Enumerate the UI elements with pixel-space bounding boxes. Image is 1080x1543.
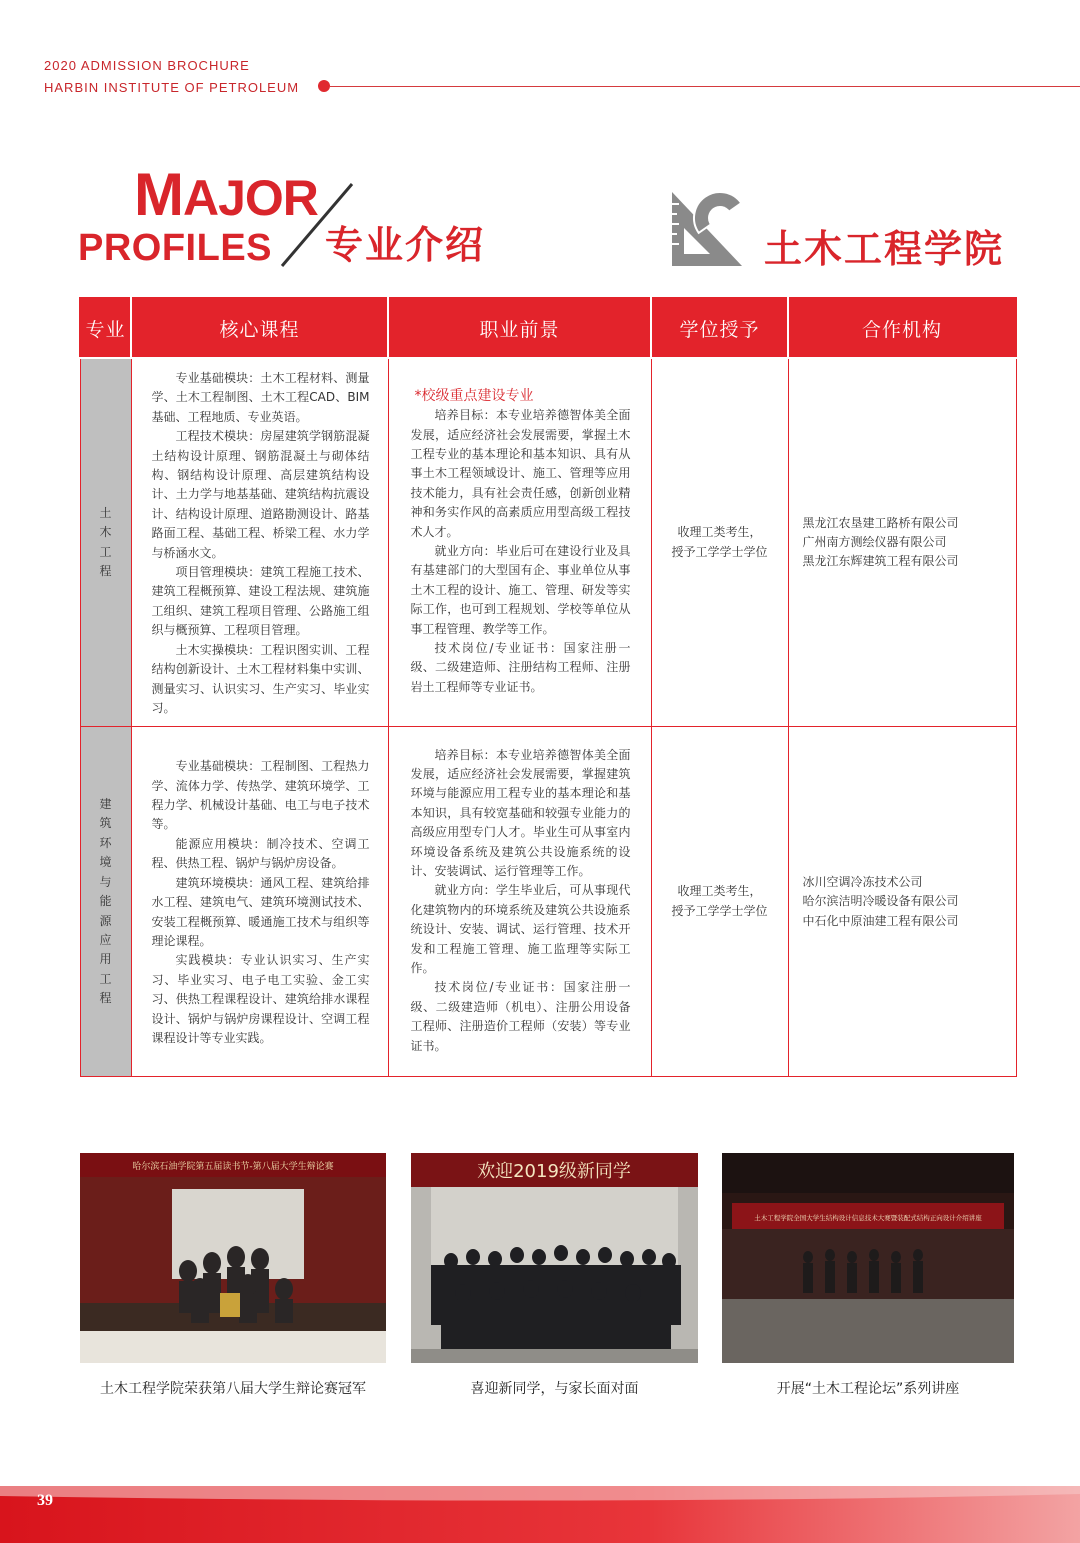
course-module: 土木实操模块：工程识图实训、工程结构创新设计、土木工程材料集中实训、测量实习、认识实习、生产实习、毕业实习。: [151, 642, 370, 715]
debate-banner: 哈尔滨石油学院第五届读书节-第八届大学生辩论赛: [132, 1162, 334, 1172]
page-number: 39: [37, 1492, 53, 1509]
section-title: 专业介绍: [325, 223, 486, 267]
partner-item: 哈尔滨洁明冷暖设备有限公司: [802, 894, 959, 909]
college-name: 土木工程学院: [764, 227, 1005, 271]
course-module: 工程技术模块：房屋建筑学钢筋混凝土结构设计原理、钢筋混凝土与砌体结构、钢结构设计原理、高层建筑结构设计、土力学与地基基础、建筑结构抗震设计、结构设计原理、道路勘测设计、路基路面工程、基础工程、桥梁工程、水力学与桥涵水文。: [151, 429, 370, 560]
prospect-paragraph: 培养目标：本专业培养德智体美全面发展，适应经济社会发展需要，掌握建筑环境与能源应用工程专业的基本理论和基本知识，具有较宽基础和较强专业能力的高级应用型专门人才。毕业生可从事室内环境设备系统及建筑公共设施系统的设计、安装调试、运行管理等工作。: [410, 747, 631, 878]
header-degree: 学位授予: [651, 298, 788, 358]
major-rest: AJOR: [182, 170, 318, 226]
course-module: 实践模块：专业认识实习、生产实习、毕业实习、电子电工实验、金工实习、供热工程课程设计、建筑给排水课程设计、锅炉与锅炉房课程设计、空调工程课程设计等专业实践。: [151, 953, 370, 1045]
table-header-row: [80, 298, 1016, 358]
header-partners: 合作机构: [788, 298, 1016, 358]
welcome-banner: 欢迎2019级新同学: [477, 1161, 631, 1182]
photo-debate-champion: [80, 1153, 386, 1363]
major-initial: M: [134, 161, 183, 228]
footer-band: [0, 1486, 1080, 1543]
course-module: 建筑环境模块：通风工程、建筑给排水工程、建筑电气、建筑环境测试技术、安装工程概预算、暖通施工技术与组织等理论课程。: [151, 875, 370, 948]
degree-awarded: 收理工类考生， 授予工学学士学位: [651, 358, 788, 727]
photo-forum-lecture: [722, 1153, 1014, 1363]
prospect-paragraph: 技术岗位/专业证书：国家注册一级、二级建造师（机电）、注册公用设备工程师、注册造价工程师（安装）等专业证书。: [410, 980, 631, 1053]
brochure-title: 2020 ADMISSION BROCHURE: [44, 58, 250, 73]
partner-list: [788, 358, 1016, 727]
photo-caption: 喜迎新同学，与家长面对面: [470, 1381, 639, 1397]
header-major: 专业: [80, 298, 131, 358]
major-name: 土木工程: [80, 358, 131, 727]
photo-caption: 土木工程学院荣获第八届大学生辩论赛冠军: [100, 1381, 366, 1397]
core-courses: [131, 358, 388, 727]
prospect-paragraph: 培养目标：本专业培养德智体美全面发展，适应经济社会发展需要，掌握土木工程专业的基本理论和基本知识、具有从事土木工程领域设计、施工、管理等应用技术能力，具有社会责任感，创新创业精神和务实作风的高素质应用型高级工程技术人才。: [410, 408, 631, 539]
partner-list: [788, 727, 1016, 1077]
major-name: 建筑环境与能源应用工程: [80, 727, 131, 1077]
majors-table: [79, 297, 1017, 1077]
career-prospects: [388, 358, 651, 727]
degree-awarded: 收理工类考生， 授予工学学士学位: [651, 727, 788, 1077]
ruler-protractor-icon: [668, 188, 746, 268]
institute-name: HARBIN INSTITUTE OF PETROLEUM: [44, 80, 300, 95]
partner-item: 中石化中原油建工程有限公司: [802, 913, 959, 928]
course-module: 能源应用模块：制冷技术、空调工程、供热工程、锅炉与锅炉房设备。: [151, 836, 370, 871]
header-career-prospects: 职业前景: [388, 298, 651, 358]
table-row: [80, 727, 1016, 1077]
core-courses: [131, 727, 388, 1077]
table-row: [80, 358, 1016, 727]
prospect-paragraph: 就业方向：学生毕业后，可从事现代化建筑物内的环境系统及建筑公共设施系统设计、安装、调试、运行管理、技术开发和工程施工管理、施工监理等实际工作。: [410, 883, 631, 976]
partner-item: 黑龙江农垦建工路桥有限公司: [802, 515, 959, 530]
course-module: 项目管理模块：建筑工程施工技术、建筑工程概预算、建设工程法规、建筑施工组织、建筑工程项目管理、公路施工组织与概预算、工程项目管理。: [151, 565, 370, 638]
header-rule: [330, 86, 1080, 87]
key-major-tag: *校级重点建设专业: [414, 388, 534, 405]
lecture-banner: 土木工程学院全国大学生结构设计信息技术大赛暨装配式结构正向设计介绍讲座: [754, 1214, 982, 1222]
course-module: 专业基础模块：土木工程材料、测量学、土木工程制图、土木工程CAD、BIM基础、工程地质、专业英语。: [151, 371, 370, 424]
photo-new-students: [411, 1153, 698, 1363]
career-prospects: [388, 727, 651, 1077]
header-dot: [318, 80, 330, 92]
photo-caption: 开展“土木工程论坛”系列讲座: [776, 1381, 960, 1397]
brochure-header: [44, 55, 299, 99]
prospect-paragraph: 技术岗位/专业证书：国家注册一级、二级建造师、注册结构工程师、注册岩土工程师等专业证书。: [410, 640, 631, 694]
partner-item: 黑龙江东辉建筑工程有限公司: [802, 554, 959, 569]
course-module: 专业基础模块：工程制图、工程热力学、流体力学、传热学、建筑环境学、工程力学、机械设计基础、电工与电子技术等。: [151, 759, 370, 832]
profiles-heading: PROFILES: [78, 227, 273, 269]
prospect-paragraph: 就业方向：毕业后可在建设行业及具有基建部门的大型国有企、事业单位从事土木工程的设计、施工、管理、研发等实际工作，也可到工程规划、学校等单位从事工程管理、教学等工作。: [410, 543, 631, 636]
partner-item: 冰川空调冷冻技术公司: [802, 874, 923, 889]
header-core-courses: 核心课程: [131, 298, 388, 358]
partner-item: 广州南方测绘仪器有限公司: [802, 534, 947, 549]
